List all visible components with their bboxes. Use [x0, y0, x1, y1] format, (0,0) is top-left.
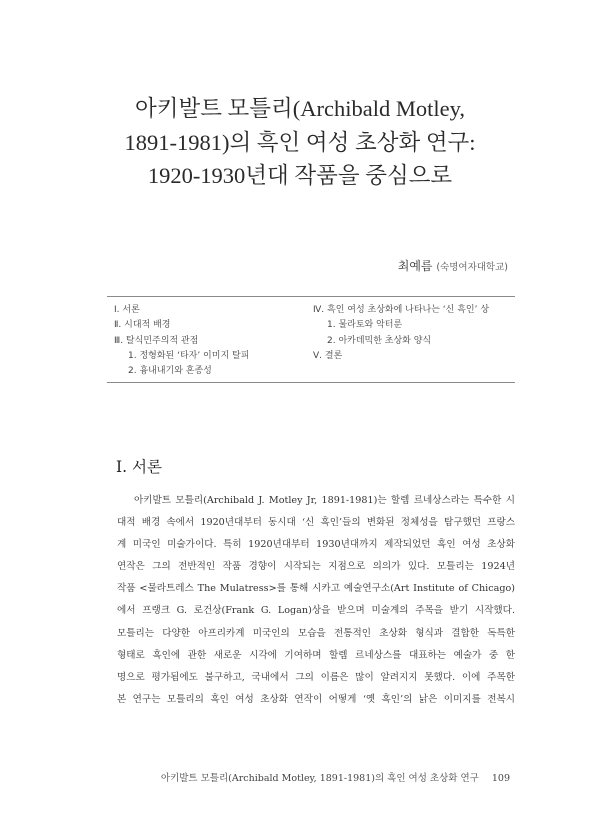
body-line: 대적 배경 속에서 1920년대부터 동시대 ‘신 흑인’들의 변화된 정체성을 탐구했던 프랑스 — [117, 517, 515, 529]
author-affiliation: (숙명여자대학교) — [436, 262, 508, 273]
body-paragraph — [117, 490, 515, 711]
section-heading: Ⅰ. 서론 — [116, 458, 162, 476]
author-name: 최예름 — [397, 259, 433, 273]
body-line: 아키발트 모틀리(Archibald J. Motley Jr, 1891-1981)는 할렘 르네상스라는 특수한 시 — [134, 495, 515, 506]
body-line: 명으로 평가됨에도 불구하고, 국내에서 그의 이름은 많이 알려지지 못했다. 이에 주목한 — [117, 671, 515, 683]
toc-right-column — [313, 303, 489, 364]
body-line: 형태로 흑인에 관한 새로운 시각에 기여하며 할렘 르네상스를 대표하는 예술가 중 한 — [117, 649, 515, 661]
page-footer — [161, 770, 510, 784]
author-byline — [398, 257, 508, 274]
toc-item: Ⅴ. 결론 — [313, 350, 343, 361]
toc-left-column — [114, 303, 249, 379]
toc-item: Ⅰ. 서론 — [114, 305, 140, 315]
body-line: 에서 프랭크 G. 로건상(Frank G. Logan)상을 받으며 미술계의 주목을 받기 시작했다. — [117, 605, 515, 617]
body-line: 작품 <물라트레스 The Mulatress>를 통해 시카고 예술연구소(Art Institute of Chicago) — [117, 583, 515, 595]
toc-subitem: 2. 흉내내기와 혼종성 — [128, 366, 212, 377]
body-line: 모틀리는 다양한 아프리카계 미국인의 모습을 전통적인 초상화 형식과 결합한 독특한 — [117, 627, 515, 639]
toc-item: Ⅲ. 탈식민주의적 관점 — [114, 335, 199, 346]
running-title: 아키발트 모틀리(Archibald Motley, 1891-1981)의 흑인 여성 초상화 연구 — [160, 773, 479, 784]
title-line-1: 아키발트 모틀리(Archibald Motley, — [134, 96, 465, 121]
title-line-2: 1891-1981)의 흑인 여성 초상화 연구: — [124, 129, 476, 155]
toc-subitem: 2. 아카데믹한 초상화 양식 — [327, 335, 432, 346]
article-title — [0, 92, 600, 193]
page-number: 109 — [491, 773, 510, 784]
toc-item: Ⅱ. 시대적 배경 — [114, 320, 171, 331]
body-line: 계 미국인 미술가이다. 특히 1920년대부터 1930년대까지 제작되었던 흑인 여성 초상화 — [117, 539, 515, 551]
toc-subitem: 1. 정형화된 ‘타자’ 이미지 탈피 — [128, 350, 250, 361]
body-line: 본 연구는 모틀리의 흑인 여성 초상화 연작이 어떻게 ‘옛 흑인’의 낡은 이미지를 전복시 — [117, 693, 515, 705]
title-line-3: 1920-1930년대 작품을 중심으로 — [147, 163, 453, 188]
toc-subitem: 1. 물라토와 악터룬 — [327, 320, 403, 331]
body-line: 연작은 그의 전반적인 작품 경향이 시작되는 지점으로 의의가 있다. 모틀리는 1924년 — [117, 561, 515, 573]
toc-item: Ⅳ. 흑인 여성 초상화에 나타나는 ‘신 흑인’ 상 — [313, 305, 490, 315]
table-of-contents — [107, 296, 515, 383]
